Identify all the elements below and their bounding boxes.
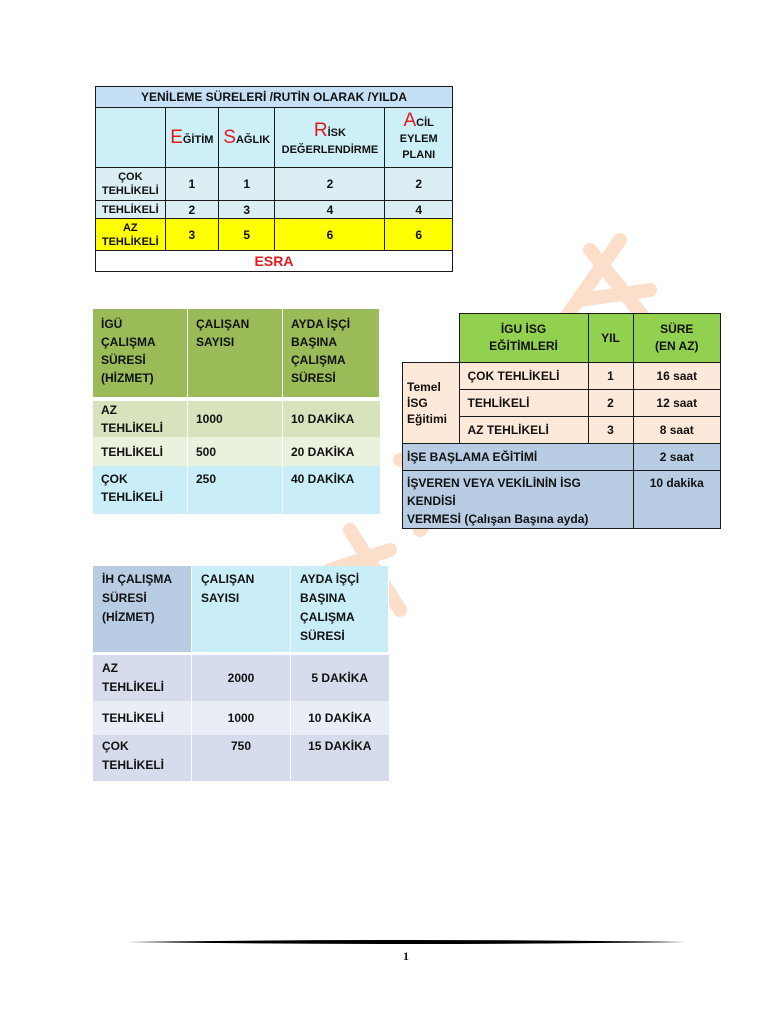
cell: 2 xyxy=(385,168,453,201)
cell: 2 xyxy=(275,168,385,201)
col-header-saglik: SAĞLIK xyxy=(219,108,275,168)
header-cell: İH ÇALIŞMA SÜRESİ (HİZMET) xyxy=(93,566,192,654)
cell: 10 dakika xyxy=(633,471,721,529)
cell: 1000 xyxy=(188,399,283,437)
header-cell: İGU İSG EĞİTİMLERİ xyxy=(459,314,588,363)
row-label: ÇOK TEHLİKELİ xyxy=(93,735,192,781)
table-row xyxy=(93,735,389,781)
table-row xyxy=(93,399,380,437)
row-label: ÇOK TEHLİKELİ xyxy=(93,466,188,514)
author-name: ESRA xyxy=(96,251,453,272)
cell: 8 saat xyxy=(633,417,721,444)
cell: 3 xyxy=(588,417,633,444)
side-label: Temel İSG Eğitimi xyxy=(403,363,460,444)
row-label: TEHLİKELİ xyxy=(93,437,188,466)
cell: 3 xyxy=(219,201,275,219)
cell: 10 DAKİKA xyxy=(291,701,389,735)
col-header-risk: RİSK DEĞERLENDİRME xyxy=(275,108,385,168)
cell: 40 DAKİKA xyxy=(283,466,380,514)
cell: 1 xyxy=(165,168,218,201)
table-row xyxy=(96,168,453,201)
cell: 2 xyxy=(165,201,218,219)
row-label: AZ TEHLİKELİ xyxy=(96,219,166,251)
row-label: TEHLİKELİ xyxy=(459,390,588,417)
cell: 1000 xyxy=(192,701,291,735)
row-label: TEHLİKELİ xyxy=(93,701,192,735)
cell: 750 xyxy=(192,735,291,781)
header-cell: SÜRE (EN AZ) xyxy=(633,314,721,363)
table-row xyxy=(93,701,389,735)
table-row xyxy=(403,444,721,471)
cell: 2000 xyxy=(192,654,291,702)
empty-corner-cell xyxy=(403,314,460,363)
table-row xyxy=(96,201,453,219)
ih-working-time-table xyxy=(93,566,389,781)
cell: 2 xyxy=(588,390,633,417)
table-row xyxy=(93,466,380,514)
table-row xyxy=(93,437,380,466)
cell: 4 xyxy=(275,201,385,219)
page-number: 1 xyxy=(403,949,409,963)
header-cell: ÇALIŞAN SAYISI xyxy=(188,309,283,399)
cell: 15 DAKİKA xyxy=(291,735,389,781)
isg-training-table xyxy=(402,313,721,529)
header-cell: AYDA İŞÇİ BAŞINA ÇALIŞMA SÜRESİ xyxy=(283,309,380,399)
table-row xyxy=(403,471,721,529)
cell: 500 xyxy=(188,437,283,466)
row-label: ÇOK TEHLİKELİ xyxy=(96,168,166,201)
cell: 4 xyxy=(385,201,453,219)
cell: 1 xyxy=(219,168,275,201)
igu-working-time-table xyxy=(93,309,380,514)
cell: 6 xyxy=(385,219,453,251)
table-row xyxy=(403,363,721,390)
col-header-egitim: EĞİTİM xyxy=(165,108,218,168)
renewal-periods-table xyxy=(95,86,453,272)
row-label: İŞE BAŞLAMA EĞİTİMİ xyxy=(403,444,634,471)
empty-header-cell xyxy=(96,108,166,168)
cell: 16 saat xyxy=(633,363,721,390)
col-header-acil: ACİL EYLEM PLANI xyxy=(385,108,453,168)
cell: 3 xyxy=(165,219,218,251)
row-label: AZ TEHLİKELİ xyxy=(93,399,188,437)
cell: 6 xyxy=(275,219,385,251)
renewal-table-title: YENİLEME SÜRELERİ /RUTİN OLARAK /YILDA xyxy=(96,87,453,108)
row-label: ÇOK TEHLİKELİ xyxy=(459,363,588,390)
cell: 250 xyxy=(188,466,283,514)
cell: 12 saat xyxy=(633,390,721,417)
cell: 20 DAKİKA xyxy=(283,437,380,466)
cell: 10 DAKİKA xyxy=(283,399,380,437)
header-cell: ÇALIŞAN SAYISI xyxy=(192,566,291,654)
row-label: AZ TEHLİKELİ xyxy=(459,417,588,444)
row-label: AZ TEHLİKELİ xyxy=(93,654,192,702)
table-row xyxy=(93,654,389,702)
row-label: İŞVEREN VEYA VEKİLİNİN İSG KENDİSİ VERMESİ (Çalışan Başına ayda) xyxy=(403,471,634,529)
footer-divider xyxy=(127,938,685,946)
header-cell: AYDA İŞÇİ BAŞINA ÇALIŞMA SÜRESİ xyxy=(291,566,389,654)
header-cell: YIL xyxy=(588,314,633,363)
cell: 5 DAKİKA xyxy=(291,654,389,702)
cell: 2 saat xyxy=(633,444,721,471)
header-cell: İGÜ ÇALIŞMA SÜRESİ (HİZMET) xyxy=(93,309,188,399)
row-label: TEHLİKELİ xyxy=(96,201,166,219)
table-row xyxy=(96,219,453,251)
cell: 5 xyxy=(219,219,275,251)
cell: 1 xyxy=(588,363,633,390)
